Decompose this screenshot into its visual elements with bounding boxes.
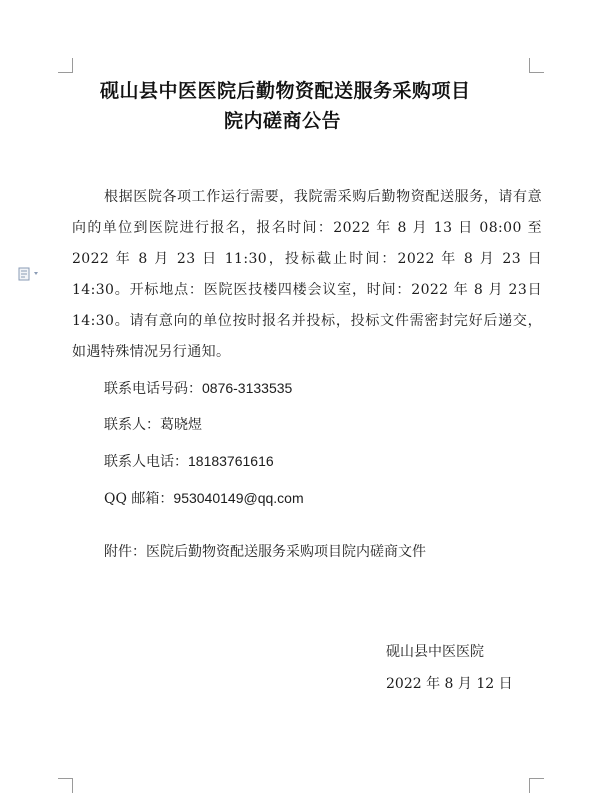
contact-list [72, 370, 542, 517]
title-line-2: 院内磋商公告 [224, 110, 342, 132]
contact-mobile-value: 18183761616 [188, 453, 274, 469]
attachment-line: 附件：医院后勤物资配送服务采购项目院内磋商文件 [104, 544, 426, 560]
contact-person-label: 联系人： [104, 417, 160, 433]
document-title [100, 76, 540, 136]
contact-email-value: 953040149@qq.com [173, 490, 304, 506]
signature-block [386, 636, 513, 700]
signature-date: 2022 年 8 月 12 日 [386, 676, 513, 692]
contact-phone [72, 370, 542, 407]
document-body [72, 182, 542, 568]
crop-mark-bottom-right [529, 778, 544, 793]
crop-mark-top-right [529, 58, 544, 73]
contact-mobile [72, 443, 542, 480]
crop-mark-bottom-left [58, 778, 73, 793]
contact-email-label: QQ 邮箱： [104, 491, 174, 507]
contact-mobile-label: 联系人电话： [104, 454, 188, 470]
document-options-icon[interactable] [18, 266, 44, 280]
contact-email [72, 480, 542, 517]
contact-phone-value: 0876-3133535 [202, 380, 293, 396]
contact-person [72, 407, 542, 443]
contact-person-value: 葛晓煜 [160, 417, 202, 433]
crop-mark-top-left [58, 58, 73, 73]
signature-organization: 砚山县中医医院 [386, 644, 484, 660]
contact-phone-label: 联系电话号码： [104, 381, 202, 397]
announcement-paragraph: 根据医院各项工作运行需要，我院需采购后勤物资配送服务，请有意向的单位到医院进行报名，报名时间：2022 年 8 月 13 日 08:00 至 2022 年 8 月 23 日 11:30，投标截止时间：2022 年 8 月 23 日 14:30。开标地点：医院医技楼四楼会议室，时间：2022 年 8 月 23日 14:30。请有意向的单位按时报名并投标，投标文件需密封完好后递交，如遇特殊情况另行通知。 [72, 189, 542, 360]
title-line-1: 砚山县中医医院后勤物资配送服务采购项目 [100, 80, 471, 102]
